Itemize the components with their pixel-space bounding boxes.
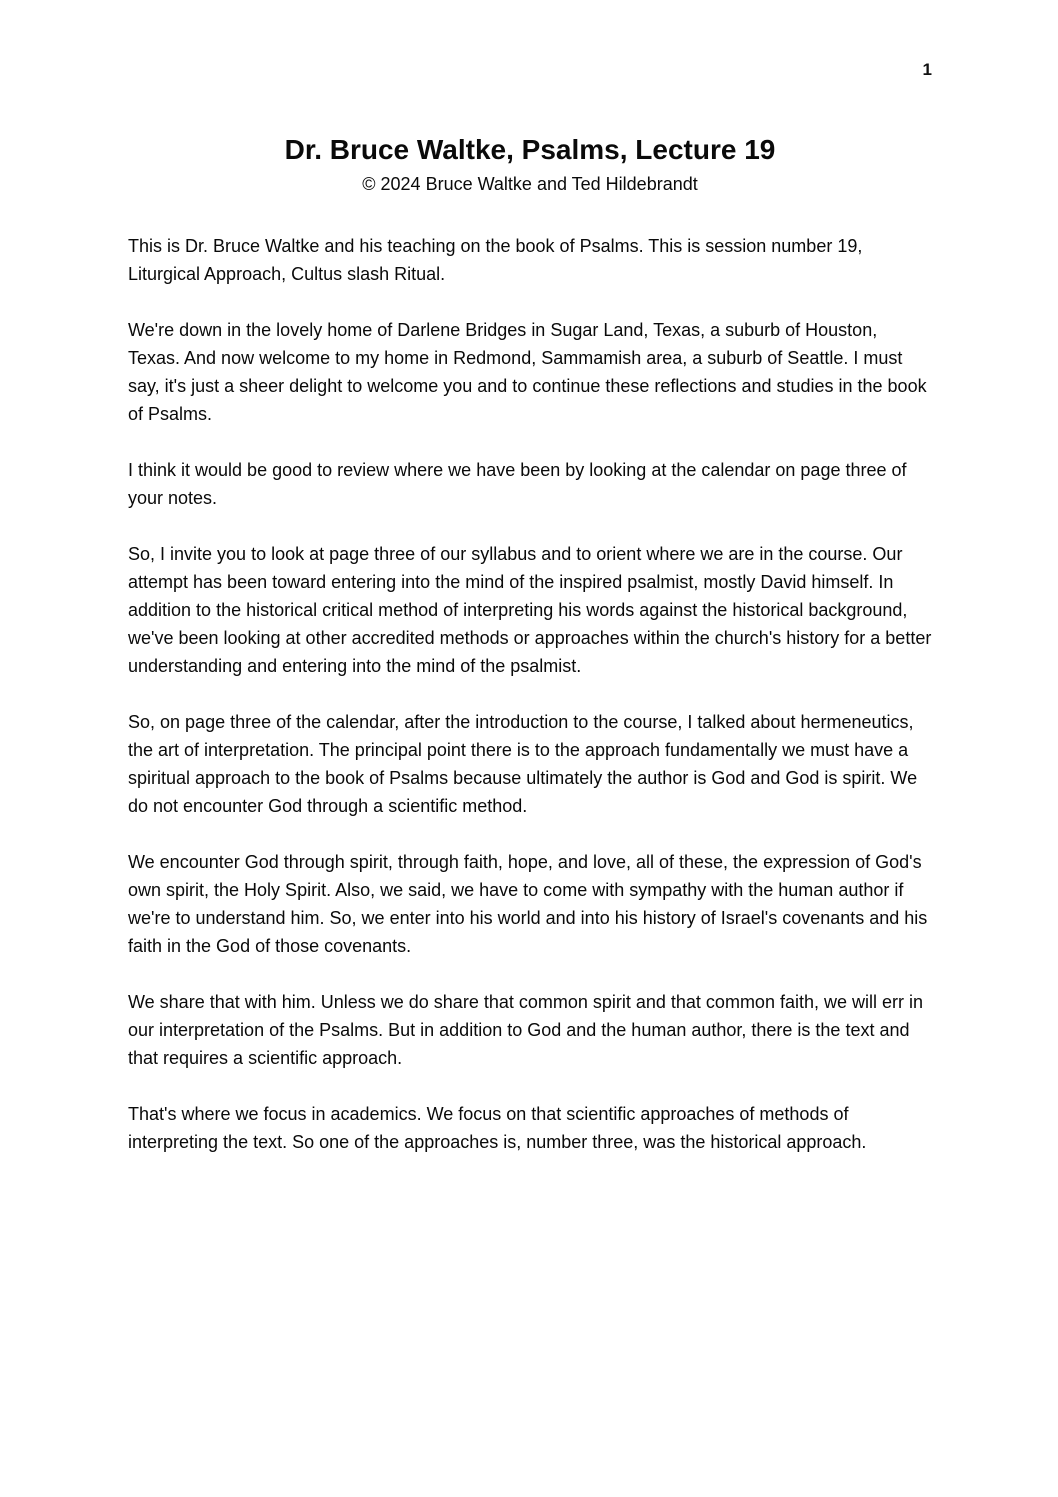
paragraph: We share that with him. Unless we do share that common spirit and that common faith, we will err in our interpretation of the Psalms. But in addition to God and the human author, there is the text and that requires a scientific approach. [128, 992, 923, 1068]
document-title: Dr. Bruce Waltke, Psalms, Lecture 19 [284, 134, 776, 165]
copyright-line: © 2024 Bruce Waltke and Ted Hildebrandt [362, 174, 698, 194]
paragraph: We're down in the lovely home of Darlene Bridges in Sugar Land, Texas, a suburb of Houston, Texas. And now welcome to my home in Redmond, Sammamish area, a suburb of Seattle. I must say, it's just a sheer delight to welcome you and to continue these reflections and studies in the book of Psalms. [128, 320, 927, 424]
paragraph: So, on page three of the calendar, after the introduction to the course, I talked about hermeneutics, the art of interpretation. The principal point there is to the approach fundamentally we must have a spiritual approach to the book of Psalms because ultimately the author is God and God is spirit. We do not encounter God through a scientific method. [128, 712, 918, 816]
paragraph: I think it would be good to review where we have been by looking at the calendar on page three of your notes. [128, 460, 907, 508]
paragraph: That's where we focus in academics. We focus on that scientific approaches of methods of interpreting the text. So one of the approaches is, number three, was the historical approach. [128, 1104, 867, 1152]
paragraph: This is Dr. Bruce Waltke and his teaching on the book of Psalms. This is session number 19, Liturgical Approach, Cultus slash Ritual. [128, 236, 863, 284]
page-number: 1 [922, 60, 932, 79]
paragraph: We encounter God through spirit, through faith, hope, and love, all of these, the expression of God's own spirit, the Holy Spirit. Also, we said, we have to come with sympathy with the human author if we're to understand him. So, we enter into his world and into his history of Israel's covenants and his faith in the God of those covenants. [128, 852, 928, 956]
paragraph: So, I invite you to look at page three of our syllabus and to orient where we are in the course. Our attempt has been toward entering into the mind of the inspired psalmist, mostly David himself. In addition to the historical critical method of interpreting his words against the historical background, we've been looking at other accredited methods or approaches within the church's history for a better understanding and entering into the mind of the psalmist. [128, 544, 932, 676]
paragraph-list [128, 232, 932, 1156]
